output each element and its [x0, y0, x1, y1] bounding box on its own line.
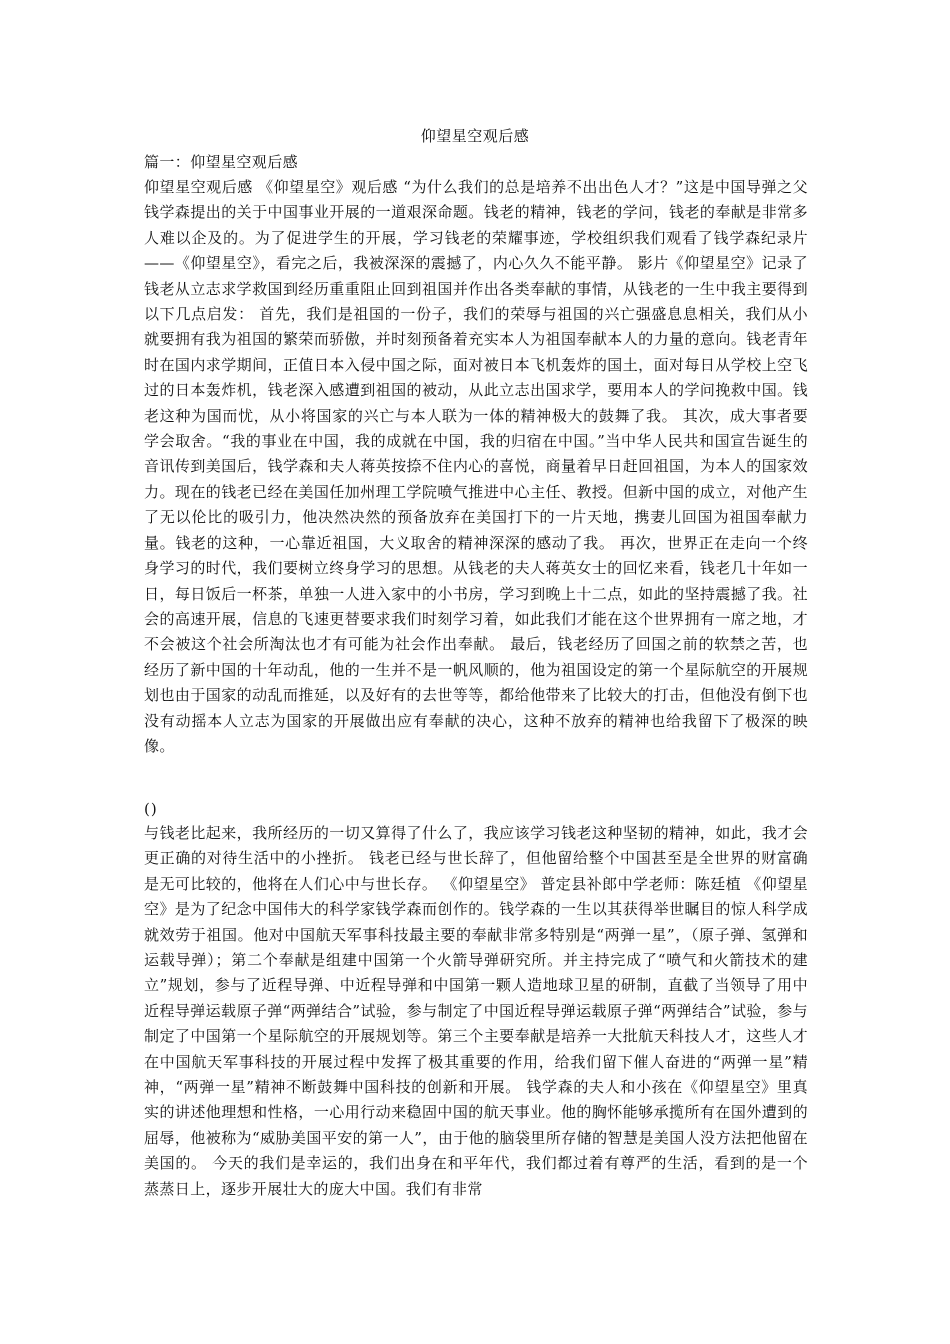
document-title: 仰望星空观后感	[420, 127, 530, 145]
body-paragraph-1: 仰望星空观后感 《仰望星空》观后感 “为什么我们的总是培养不出出色人才？”这是中国导弹之父钱学森提出的关于中国事业开展的一道艰深命题。钱老的精神，钱老的学问，钱老的奉献是非常多人难以企及的。为了促进学生的开展，学习钱老的荣耀事迹，学校组织我们观看了钱学森纪录片——《仰望星空》，看完之后，我被深深的震撼了，内心久久不能平静。 影片《仰望星空》记录了钱老从立志求学救国到经历重重阻止回到祖国并作出各类奉献的事情，从钱老的一生中我主要得到以下几点启发： 首先，我们是祖国的一份子，我们的荣辱与祖国的兴亡强盛息息相关，我们从小就要拥有我为祖国的繁荣而骄傲，并时刻预备着充实本人为祖国奉献本人的力量的意向。钱老青年时在国内求学期间，正值日本入侵中国之际，面对被日本飞机轰炸的国土，面对每日从学校上空飞过的日本轰炸机，钱老深入感遭到祖国的被动，从此立志出国求学，要用本人的学问挽救中国。钱老这种为国而忧，从小将国家的兴亡与本人联为一体的精神极大的鼓舞了我。 其次，成大事者要学会取舍。“我的事业在中国，我的成就在中国，我的归宿在中国。”当中华人民共和国宣告诞生的音讯传到美国后，钱学森和夫人蒋英按捺不住内心的喜悦，商量着早日赶回祖国，为本人的国家效力。现在的钱老已经在美国任加州理工学院喷气推进中心主任、教授。但新中国的成立，对他产生了无以伦比的吸引力，他决然决然的预备放弃在美国打下的一片天地，携妻儿回国为祖国奉献力量。钱老的这种，一心靠近祖国，大义取舍的精神深深的感动了我。 再次，世界正在走向一个终身学习的时代，我们要树立终身学习的思想。从钱老的夫人蒋英女士的回忆来看，钱老几十年如一日，每日饭后一杯茶，单独一人进入家中的小书房，学习到晚上十二点，如此的坚持震撼了我。社会的高速开展，信息的飞速更替要求我们时刻学习着，如此我们才能在这个世界拥有一席之地，才不会被这个社会所淘汰也才有可能为社会作出奉献。 最后，钱老经历了回国之前的软禁之苦，也经历了新中国的十年动乱，他的一生并不是一帆风顺的，他为祖国设定的第一个星际航空的开展规划也由于国家的动乱而推延，以及好有的去世等等，都给他带来了比较大的打击，但他没有倒下也没有动摇本人立志为国家的开展做出应有奉献的决心，这种不放弃的精神也给我留下了极深的映像。	[144, 178, 808, 755]
body-paragraph-2: 与钱老比起来，我所经历的一切又算得了什么了，我应该学习钱老这种坚韧的精神，如此，我才会更正确的对待生活中的小挫折。 钱老已经与世长辞了，但他留给整个中国甚至是全世界的财富确是无可比较的，他将在人们心中与世长存。 《仰望星空》 普定县补郎中学老师：陈廷植 《仰望星空》是为了纪念中国伟大的科学家钱学森而创作的。钱学森的一生以其获得举世瞩目的惊人科学成就效劳于祖国。他对中国航天军事科技最主要的奉献非常多特别是“两弹一星”，（原子弹、氢弹和运载导弹）；第二个奉献是组建中国第一个火箭导弹研究所。并主持完成了“喷气和火箭技术的建立”规划，参与了近程导弹、中近程导弹和中国第一颗人造地球卫星的研制，直截了当领导了用中近程导弹运载原子弹“两弹结合”试验，参与制定了中国近程导弹运载原子弹“两弹结合”试验，参与制定了中国第一个星际航空的开展规划等。第三个主要奉献是培养一大批航天科技人才，这些人才在中国航天军事科技的开展过程中发挥了极其重要的作用，给我们留下催人奋进的“两弹一星”精神，“两弹一星”精神不断鼓舞中国科技的创新和开展。 钱学森的夫人和小孩在《仰望星空》里真实的讲述他理想和性格，一心用行动来稳固中国的航天事业。他的胸怀能够承揽所有在国外遭到的屈辱，他被称为“威胁美国平安的第一人”，由于他的脑袋里所存储的智慧是美国人没方法把他留在美国的。 今天的我们是幸运的，我们出身在和平年代，我们都过着有尊严的生活，看到的是一个蒸蒸日上，逐步开展壮大的庞大中国。我们有非常	[144, 824, 808, 1198]
paren-marker: ()	[144, 800, 158, 818]
section-heading: 篇一：仰望星空观后感	[144, 153, 299, 171]
